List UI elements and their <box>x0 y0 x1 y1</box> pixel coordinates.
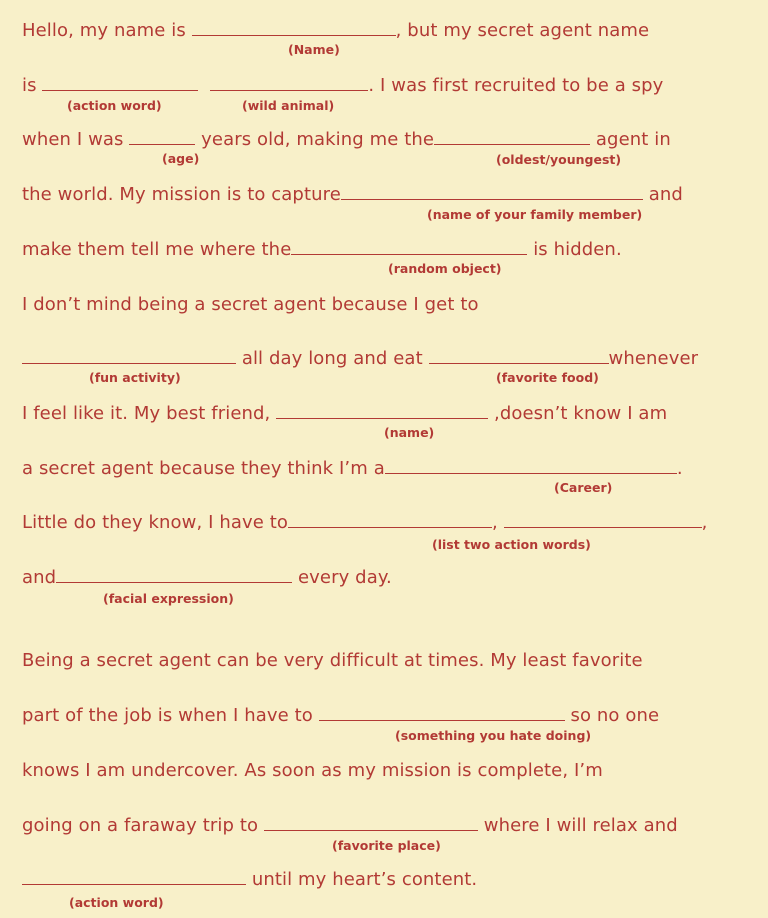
blank-action-word-a[interactable] <box>288 513 492 528</box>
story-text: make them tell me where the <box>22 239 292 260</box>
story-line-4 <box>22 184 683 206</box>
story-text: . <box>676 458 683 479</box>
blank-oldest-youngest[interactable] <box>434 130 590 145</box>
story-text: is <box>22 75 43 96</box>
story-text: knows I am undercover. As soon as my mission is complete, I’m <box>22 760 603 781</box>
story-text: , but my secret agent name <box>395 20 650 41</box>
story-line-16 <box>22 869 477 891</box>
blank-action-word[interactable] <box>42 76 198 91</box>
story-text: until my heart’s content. <box>246 869 478 890</box>
hint-facial-expression: (facial expression) <box>103 591 234 606</box>
hint-hate-doing: (something you hate doing) <box>395 728 592 743</box>
story-text: , <box>492 512 504 533</box>
blank-name[interactable] <box>192 21 396 36</box>
hint-name: (Name) <box>288 42 340 57</box>
story-line-15 <box>22 815 678 837</box>
hint-fun-activity: (fun activity) <box>89 370 181 385</box>
story-line-12 <box>22 650 643 672</box>
story-text: a secret agent because they think I’m a <box>22 458 385 479</box>
story-text: ,doesn’t know I am <box>488 403 668 424</box>
blank-action-word-2[interactable] <box>22 870 246 885</box>
blank-hate-doing[interactable] <box>319 706 565 721</box>
story-text: going on a faraway trip to <box>22 815 264 836</box>
hint-family-member: (name of your family member) <box>427 207 643 222</box>
hint-action-word: (action word) <box>67 98 162 113</box>
story-line-9 <box>22 458 683 480</box>
story-line-14 <box>22 760 603 782</box>
story-text: years old, making me the <box>195 129 435 150</box>
story-line-6 <box>22 294 479 316</box>
hint-favorite-place: (favorite place) <box>332 838 441 853</box>
story-text: and <box>642 184 683 205</box>
story-line-10 <box>22 512 708 534</box>
blank-facial-expression[interactable] <box>56 568 292 583</box>
story-text: part of the job is when I have to <box>22 705 319 726</box>
story-line-5 <box>22 239 622 261</box>
story-text: Little do they know, I have to <box>22 512 289 533</box>
story-text: is hidden. <box>527 239 622 260</box>
story-text: whenever <box>608 348 699 369</box>
hint-favorite-food: (favorite food) <box>496 370 599 385</box>
hint-career: (Career) <box>554 480 613 495</box>
blank-wild-animal[interactable] <box>210 76 368 91</box>
hint-friend-name: (name) <box>384 425 435 440</box>
story-text: , <box>701 512 708 533</box>
story-text: all day long and eat <box>236 348 429 369</box>
hint-random-object: (random object) <box>388 261 502 276</box>
blank-age[interactable] <box>129 130 195 145</box>
story-line-8 <box>22 403 667 425</box>
blank-action-word-b[interactable] <box>504 513 702 528</box>
story-text: when I was <box>22 129 130 150</box>
story-text: I feel like it. My best friend, <box>22 403 277 424</box>
blank-favorite-place[interactable] <box>264 816 478 831</box>
hint-action-word-2: (action word) <box>69 895 164 910</box>
story-line-7 <box>22 348 698 370</box>
hint-age: (age) <box>162 151 200 166</box>
story-line-11 <box>22 567 392 589</box>
hint-two-action-words: (list two action words) <box>432 537 591 552</box>
story-text: and <box>22 567 57 588</box>
hint-wild-animal: (wild animal) <box>242 98 335 113</box>
story-text: agent in <box>590 129 671 150</box>
story-text: every day. <box>292 567 392 588</box>
story-line-13 <box>22 705 659 727</box>
story-text: I don’t mind being a secret agent because I get to <box>22 294 479 315</box>
story-line-1 <box>22 20 649 42</box>
blank-career[interactable] <box>385 459 677 474</box>
story-line-3 <box>22 129 671 151</box>
blank-fun-activity[interactable] <box>22 349 236 364</box>
story-text: . I was first recruited to be a spy <box>368 75 664 96</box>
story-text: the world. My mission is to capture <box>22 184 341 205</box>
hint-oldest-youngest: (oldest/youngest) <box>496 152 622 167</box>
story-line-2 <box>22 75 663 97</box>
story-text: Being a secret agent can be very difficult at times. My least favorite <box>22 650 643 671</box>
story-text: so no one <box>564 705 660 726</box>
blank-family-member[interactable] <box>341 185 643 200</box>
blank-random-object[interactable] <box>291 240 527 255</box>
story-text: Hello, my name is <box>22 20 192 41</box>
blank-favorite-food[interactable] <box>429 349 609 364</box>
blank-friend-name[interactable] <box>276 404 488 419</box>
story-text: where I will relax and <box>477 815 678 836</box>
